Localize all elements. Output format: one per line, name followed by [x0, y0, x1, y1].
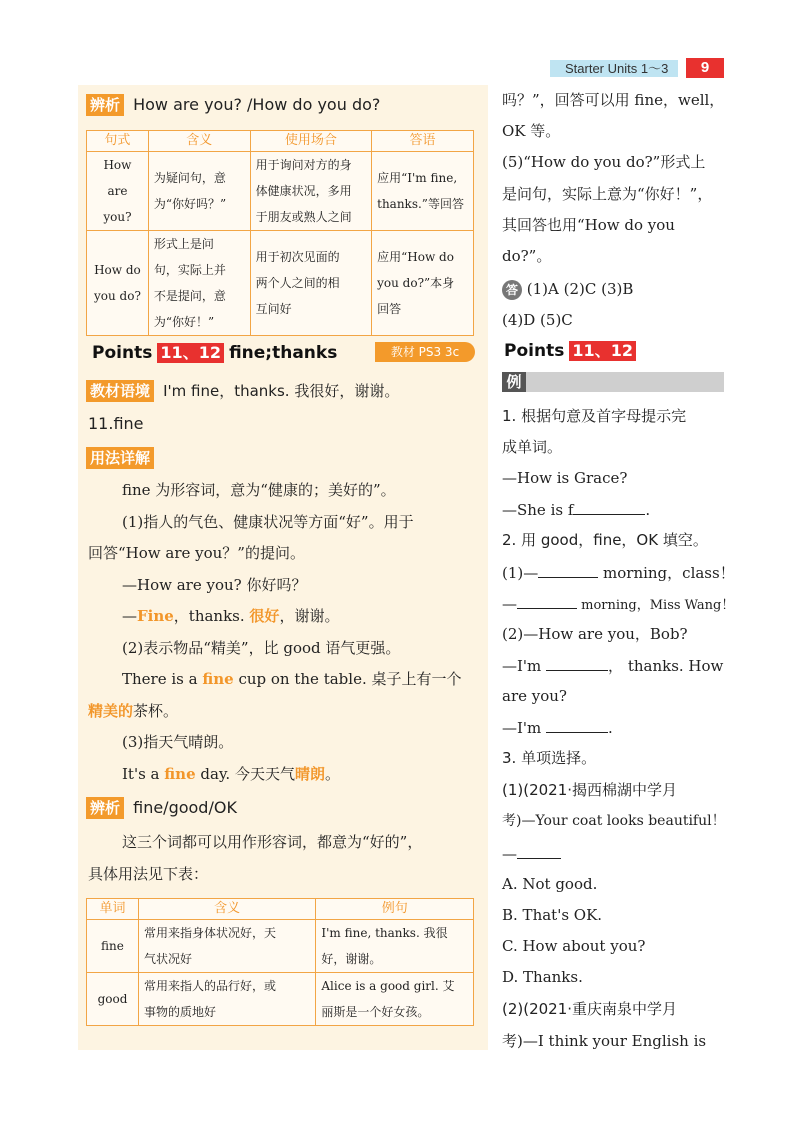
right-text-line: 其回答也用“How do you [502, 216, 675, 234]
text-line: 精美的茶杯。 [88, 702, 179, 720]
analysis-tag: 辨析 [86, 94, 124, 116]
analysis-title: fine/good/OK [133, 798, 237, 817]
right-text-line: OK 等。 [502, 122, 561, 140]
analysis-heading-1 [86, 94, 380, 116]
option-b[interactable]: B. That's OK. [502, 906, 603, 924]
analysis-title: How are you? /How do you do? [133, 95, 381, 114]
answer-blank[interactable] [573, 499, 645, 515]
right-points-heading [504, 340, 636, 362]
table-header: 含义 [138, 899, 315, 920]
right-text-line: (5)“How do you do?”形式上 [502, 153, 706, 171]
answer-blank[interactable] [517, 593, 577, 609]
textbook-reference-tag: 教材 PS3 3c [375, 342, 475, 362]
points-number: 11、12 [569, 341, 636, 361]
question-line: (1)(2021·揭西棉湖中学月 [502, 781, 678, 799]
answer-blank[interactable] [546, 717, 608, 733]
right-text-line: 是问句，实际上意为“你好！”， [502, 185, 713, 203]
text-line: 具体用法见下表： [88, 865, 209, 883]
table-header: 含义 [148, 131, 250, 152]
text-line: (3)指天气晴朗。 [122, 733, 234, 751]
right-text-line: 吗？”，回答可以用 fine，well， [502, 91, 725, 109]
table-row: How are you? 为疑问句，意 为“你好吗？” 用于询问对方的身 体健康状况，多用 于朋友或熟人之间 应用“I'm fine, thanks.”等回答 [87, 152, 474, 231]
question-line: (2)(2021·重庆南泉中学月 [502, 1000, 678, 1018]
question-line: (2)—How are you，Bob? [502, 625, 688, 643]
points-heading [92, 342, 337, 364]
question-line: — [502, 843, 561, 864]
page-number: 9 [686, 58, 724, 78]
table-header: 例句 [316, 899, 474, 920]
points-words: fine;thanks [229, 343, 338, 363]
text-line: 这三个词都可以用作形容词，都意为“好的”， [122, 833, 423, 851]
analysis-tag: 辨析 [86, 797, 124, 819]
example-bar [502, 372, 724, 392]
fine-good-ok-table [86, 898, 474, 1026]
table-header: 答语 [372, 131, 474, 152]
textbook-context-text: I'm fine，thanks. 我很好，谢谢。 [163, 382, 400, 400]
question-line: —I'm ， thanks. How [502, 657, 724, 675]
option-a[interactable]: A. Not good. [502, 875, 598, 893]
points-label: Points [92, 343, 153, 363]
table-header: 句式 [87, 131, 149, 152]
answer-line-2: (4)D (5)C [502, 311, 573, 329]
text-line: —How are you? 你好吗？ [122, 576, 307, 594]
answer-blank[interactable] [538, 562, 598, 578]
example-tag: 例 [502, 372, 526, 392]
answer-blank[interactable] [517, 843, 561, 859]
question-line: —She is f . [502, 501, 651, 519]
question-line: 考)—I think your English is [502, 1032, 707, 1050]
table-header: 单词 [87, 899, 139, 920]
word-heading: 11.fine [88, 414, 144, 433]
question-line: 3. 单项选择。 [502, 749, 597, 767]
textbook-context-tag: 教材语境 [86, 380, 154, 402]
header-unit-label: Starter Units 1～3 [565, 61, 669, 76]
usage-tag: 用法详解 [86, 447, 154, 469]
text-line: fine 为形容词，意为“健康的；美好的”。 [122, 481, 396, 499]
question-line: are you? [502, 687, 567, 705]
text-line: —Fine，thanks. 很好，谢谢。 [122, 607, 340, 625]
table-header: 使用场合 [250, 131, 372, 152]
question-line: 2. 用 good，fine，OK 填空。 [502, 531, 708, 549]
question-line: 1. 根据句意及首字母提示完 [502, 407, 687, 425]
text-line: There is a fine cup on the table. 桌子上有一个 [122, 670, 462, 688]
points-label: Points [504, 341, 565, 361]
question-line: (1)— morning，class！ [502, 564, 735, 582]
question-line: 考)—Your coat looks beautiful！ [502, 813, 726, 829]
table-row: How do you do? 形式上是问 句，实际上并 不是提问，意 为“你好！” 用于初次见面的 两个人之间的相 互问好 应用“How do you do?”本身 回答 [87, 231, 474, 336]
text-line: It's a fine day. 今天天气晴朗。 [122, 765, 340, 783]
usage-heading [86, 447, 154, 469]
option-d[interactable]: D. Thanks. [502, 968, 583, 986]
analysis-heading-2 [86, 797, 237, 819]
question-line: 成单词。 [502, 438, 563, 456]
text-line: 回答“How are you？”的提问。 [88, 544, 305, 562]
table-row: good 常用来指人的品行好，或 事物的质地好 Alice is a good girl. 艾 丽斯是一个好女孩。 [87, 973, 474, 1026]
text-line: (2)表示物品“精美”，比 good 语气更强。 [122, 639, 401, 657]
text-line: (1)指人的气色、健康状况等方面“好”。用于 [122, 513, 414, 531]
answer-blank[interactable] [546, 655, 608, 671]
answer-icon: 答 [502, 280, 522, 300]
points-number: 11、12 [157, 343, 224, 363]
question-line: — morning，Miss Wang！ [502, 595, 735, 613]
question-line: —I'm . [502, 719, 613, 737]
table-row: fine 常用来指身体状况好，天 气状况好 I'm fine, thanks. 我很 好，谢谢。 [87, 920, 474, 973]
option-c[interactable]: C. How about you? [502, 937, 646, 955]
textbook-context [86, 380, 399, 402]
question-line: —How is Grace? [502, 469, 628, 487]
answer-line-1: 答 (1)A (2)C (3)B [502, 279, 633, 300]
right-text-line: do?”。 [502, 247, 552, 265]
greeting-table [86, 130, 474, 336]
